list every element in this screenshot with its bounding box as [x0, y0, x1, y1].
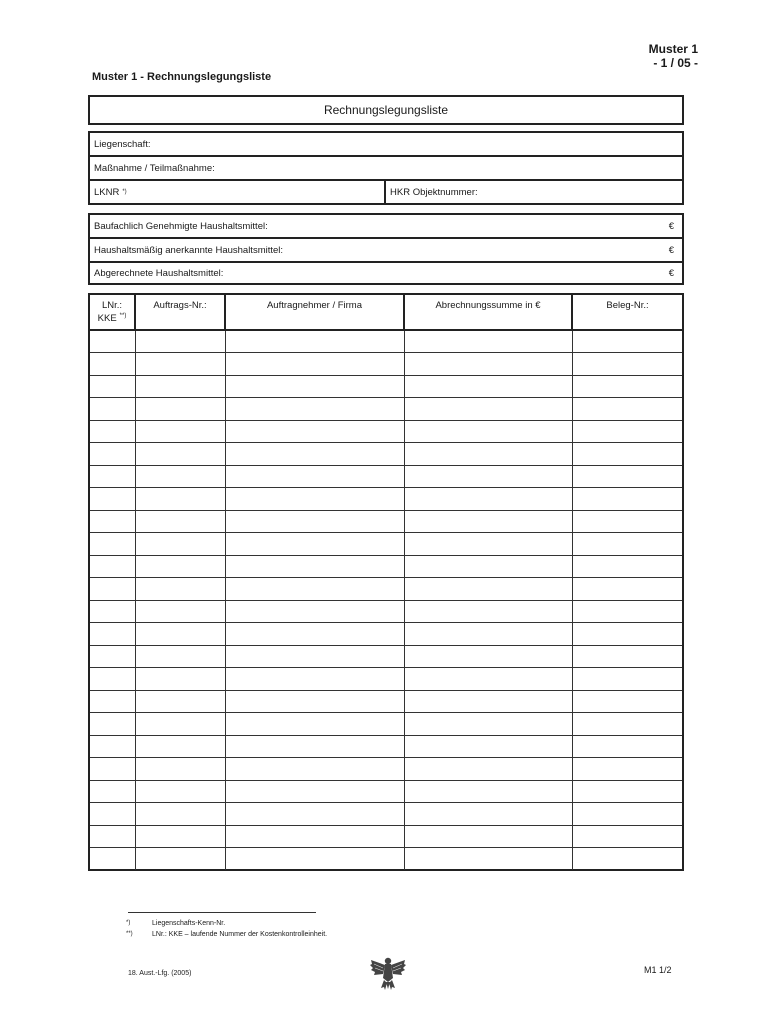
- fund-label: Abgerechnete Haushaltsmittel:: [94, 267, 224, 279]
- table-cell[interactable]: [135, 398, 225, 421]
- table-header-row: [90, 295, 682, 330]
- table-cell[interactable]: [404, 848, 572, 871]
- table-cell[interactable]: [404, 623, 572, 646]
- table-cell[interactable]: [225, 398, 404, 421]
- table-cell[interactable]: [225, 645, 404, 668]
- table-cell[interactable]: [135, 803, 225, 826]
- table-cell[interactable]: [572, 533, 682, 556]
- table-cell[interactable]: [90, 330, 135, 353]
- table-cell[interactable]: [225, 713, 404, 736]
- table-cell[interactable]: [225, 555, 404, 578]
- table-cell[interactable]: [90, 353, 135, 376]
- table-row: [90, 758, 682, 781]
- table-cell[interactable]: [90, 623, 135, 646]
- table-cell[interactable]: [572, 645, 682, 668]
- table-cell[interactable]: [90, 758, 135, 781]
- currency-symbol: €: [668, 220, 674, 232]
- table-row: [90, 780, 682, 803]
- footnote-mark: *): [126, 920, 131, 926]
- table-cell[interactable]: [404, 758, 572, 781]
- table-cell[interactable]: [404, 825, 572, 848]
- table-cell[interactable]: [404, 600, 572, 623]
- table-cell[interactable]: [135, 375, 225, 398]
- kke-footnote-mark: **): [119, 313, 127, 319]
- table-cell[interactable]: [572, 758, 682, 781]
- table-cell[interactable]: [225, 690, 404, 713]
- footnote-text: LNr.: KKE – laufende Nummer der Kostenkontrolleinheit.: [152, 931, 328, 938]
- table-cell[interactable]: [135, 465, 225, 488]
- table-cell[interactable]: [225, 623, 404, 646]
- table-cell[interactable]: [135, 330, 225, 353]
- table-cell[interactable]: [404, 353, 572, 376]
- col-header-lnr: [90, 295, 135, 330]
- form-header: [649, 42, 698, 70]
- table-cell[interactable]: [404, 578, 572, 601]
- table-cell[interactable]: [404, 510, 572, 533]
- table-cell[interactable]: [572, 825, 682, 848]
- page-number: M1 1/2: [644, 965, 672, 975]
- table-cell[interactable]: [225, 825, 404, 848]
- table-row: [90, 510, 682, 533]
- table-cell[interactable]: [404, 420, 572, 443]
- table-row: [90, 578, 682, 601]
- table-cell[interactable]: [90, 465, 135, 488]
- table-cell[interactable]: [404, 668, 572, 691]
- table-cell[interactable]: [572, 420, 682, 443]
- fund-label: Haushaltsmäßig anerkannte Haushaltsmittel:: [94, 244, 284, 256]
- table-cell[interactable]: [225, 330, 404, 353]
- table-cell[interactable]: [404, 803, 572, 826]
- lknr-field[interactable]: [90, 181, 386, 203]
- table-cell[interactable]: [225, 510, 404, 533]
- table-cell[interactable]: [225, 803, 404, 826]
- list-title-box: [88, 95, 684, 125]
- table-cell[interactable]: [90, 555, 135, 578]
- table-cell[interactable]: [572, 488, 682, 511]
- table-cell[interactable]: [572, 803, 682, 826]
- property-info-box: [88, 131, 684, 205]
- table-cell[interactable]: [90, 375, 135, 398]
- table-cell[interactable]: [404, 735, 572, 758]
- hkr-field[interactable]: [386, 181, 682, 203]
- table-cell[interactable]: [90, 488, 135, 511]
- table-cell[interactable]: [225, 353, 404, 376]
- table-cell[interactable]: [572, 555, 682, 578]
- table-cell[interactable]: [404, 330, 572, 353]
- table-cell[interactable]: [225, 600, 404, 623]
- table-cell[interactable]: [90, 713, 135, 736]
- measure-label: Maßnahme / Teilmaßnahme:: [94, 162, 215, 174]
- table-cell[interactable]: [404, 398, 572, 421]
- table-row: [90, 330, 682, 353]
- table-cell[interactable]: [572, 848, 682, 871]
- table-cell[interactable]: [90, 668, 135, 691]
- table-cell[interactable]: [572, 735, 682, 758]
- invoice-table-box: [88, 293, 684, 871]
- table-cell[interactable]: [135, 443, 225, 466]
- table-cell[interactable]: [135, 780, 225, 803]
- table-cell[interactable]: [404, 465, 572, 488]
- document-title: Muster 1 - Rechnungslegungsliste: [92, 71, 272, 83]
- table-cell[interactable]: [90, 735, 135, 758]
- measure-field[interactable]: [90, 157, 682, 181]
- table-row: [90, 465, 682, 488]
- table-cell[interactable]: [135, 825, 225, 848]
- col-header-amount: Abrechnungssumme in €: [404, 295, 572, 330]
- table-row: [90, 398, 682, 421]
- table-cell[interactable]: [135, 555, 225, 578]
- table-cell[interactable]: [225, 780, 404, 803]
- table-row: [90, 713, 682, 736]
- table-cell[interactable]: [225, 375, 404, 398]
- table-cell[interactable]: [225, 533, 404, 556]
- table-row: [90, 420, 682, 443]
- table-cell[interactable]: [90, 690, 135, 713]
- table-cell[interactable]: [135, 420, 225, 443]
- table-row: [90, 668, 682, 691]
- table-cell[interactable]: [90, 443, 135, 466]
- funds-box: [88, 213, 684, 285]
- table-cell[interactable]: [404, 375, 572, 398]
- table-cell[interactable]: [135, 353, 225, 376]
- table-cell[interactable]: [225, 668, 404, 691]
- footnote-mark: **): [126, 931, 133, 937]
- table-cell[interactable]: [572, 330, 682, 353]
- table-cell[interactable]: [135, 645, 225, 668]
- table-cell[interactable]: [572, 623, 682, 646]
- footnote-text: Liegenschafts-Kenn-Nr.: [152, 920, 226, 927]
- property-field[interactable]: [90, 133, 682, 157]
- list-title: Rechnungslegungsliste: [323, 103, 449, 117]
- table-row: [90, 555, 682, 578]
- table-cell[interactable]: [404, 533, 572, 556]
- table-cell[interactable]: [90, 398, 135, 421]
- table-cell[interactable]: [572, 443, 682, 466]
- table-cell[interactable]: [90, 780, 135, 803]
- edition-note: 18. Aust.-Lfg. (2005): [128, 970, 192, 977]
- table-row: [90, 488, 682, 511]
- table-cell[interactable]: [135, 735, 225, 758]
- footnotes: [126, 918, 327, 940]
- table-cell[interactable]: [572, 375, 682, 398]
- table-cell[interactable]: [90, 510, 135, 533]
- table-cell[interactable]: [135, 533, 225, 556]
- table-cell[interactable]: [404, 780, 572, 803]
- currency-symbol: €: [668, 244, 674, 256]
- form-version: - 1 / 05 -: [653, 56, 698, 70]
- table-cell[interactable]: [135, 510, 225, 533]
- currency-symbol: €: [668, 267, 674, 279]
- table-cell[interactable]: [572, 668, 682, 691]
- id-row: [90, 181, 682, 203]
- fund-row-settled[interactable]: [90, 263, 682, 283]
- col-header-contractor: Auftragnehmer / Firma: [225, 295, 404, 330]
- table-cell[interactable]: [135, 578, 225, 601]
- table-cell[interactable]: [90, 848, 135, 871]
- table-cell[interactable]: [135, 848, 225, 871]
- table-cell[interactable]: [225, 578, 404, 601]
- table-cell[interactable]: [90, 825, 135, 848]
- table-row: [90, 690, 682, 713]
- table-cell[interactable]: [572, 600, 682, 623]
- table-row: [90, 848, 682, 871]
- invoice-table: [90, 295, 682, 870]
- table-cell[interactable]: [135, 758, 225, 781]
- table-cell[interactable]: [135, 713, 225, 736]
- table-cell[interactable]: [225, 848, 404, 871]
- table-row: [90, 645, 682, 668]
- table-cell[interactable]: [572, 713, 682, 736]
- table-cell[interactable]: [225, 443, 404, 466]
- table-cell[interactable]: [572, 578, 682, 601]
- table-cell[interactable]: [572, 690, 682, 713]
- table-cell[interactable]: [404, 690, 572, 713]
- table-cell[interactable]: [90, 420, 135, 443]
- table-row: [90, 623, 682, 646]
- table-cell[interactable]: [404, 645, 572, 668]
- table-cell[interactable]: [404, 713, 572, 736]
- hkr-label: HKR Objektnummer:: [390, 186, 478, 198]
- table-row: [90, 825, 682, 848]
- table-cell[interactable]: [572, 353, 682, 376]
- table-cell[interactable]: [404, 443, 572, 466]
- table-cell[interactable]: [90, 578, 135, 601]
- table-cell[interactable]: [135, 690, 225, 713]
- table-cell[interactable]: [90, 803, 135, 826]
- fund-label: Baufachlich Genehmigte Haushaltsmittel:: [94, 220, 268, 232]
- table-row: [90, 443, 682, 466]
- table-cell[interactable]: [572, 465, 682, 488]
- fund-row-recognized[interactable]: [90, 239, 682, 263]
- table-cell[interactable]: [404, 555, 572, 578]
- lknr-footnote-mark: *): [122, 189, 127, 195]
- table-cell[interactable]: [225, 758, 404, 781]
- footnote-item: [126, 918, 327, 929]
- table-cell[interactable]: [135, 668, 225, 691]
- table-row: [90, 735, 682, 758]
- table-cell[interactable]: [90, 600, 135, 623]
- table-cell[interactable]: [225, 735, 404, 758]
- footnote-item: [126, 929, 327, 940]
- table-cell[interactable]: [225, 488, 404, 511]
- table-row: [90, 600, 682, 623]
- property-label: Liegenschaft:: [94, 138, 151, 150]
- table-cell[interactable]: [225, 465, 404, 488]
- col-header-voucher: Beleg-Nr.:: [572, 295, 682, 330]
- table-cell[interactable]: [225, 420, 404, 443]
- table-row: [90, 353, 682, 376]
- table-cell[interactable]: [135, 600, 225, 623]
- table-cell[interactable]: [90, 645, 135, 668]
- table-row: [90, 803, 682, 826]
- table-cell[interactable]: [135, 623, 225, 646]
- table-cell[interactable]: [135, 488, 225, 511]
- table-cell[interactable]: [572, 780, 682, 803]
- footnote-divider: [128, 912, 316, 913]
- col-header-lnr-line1: LNr.:: [101, 300, 123, 311]
- col-header-lnr-line2: KKE: [97, 313, 117, 324]
- form-id: Muster 1: [648, 42, 698, 56]
- table-cell[interactable]: [572, 398, 682, 421]
- table-row: [90, 375, 682, 398]
- col-header-order-no: Auftrags-Nr.:: [135, 295, 225, 330]
- table-cell[interactable]: [90, 533, 135, 556]
- lknr-label: LKNR: [94, 186, 120, 198]
- table-cell[interactable]: [572, 510, 682, 533]
- table-row: [90, 533, 682, 556]
- federal-eagle-icon: [368, 952, 408, 992]
- fund-row-approved[interactable]: [90, 215, 682, 239]
- table-cell[interactable]: [404, 488, 572, 511]
